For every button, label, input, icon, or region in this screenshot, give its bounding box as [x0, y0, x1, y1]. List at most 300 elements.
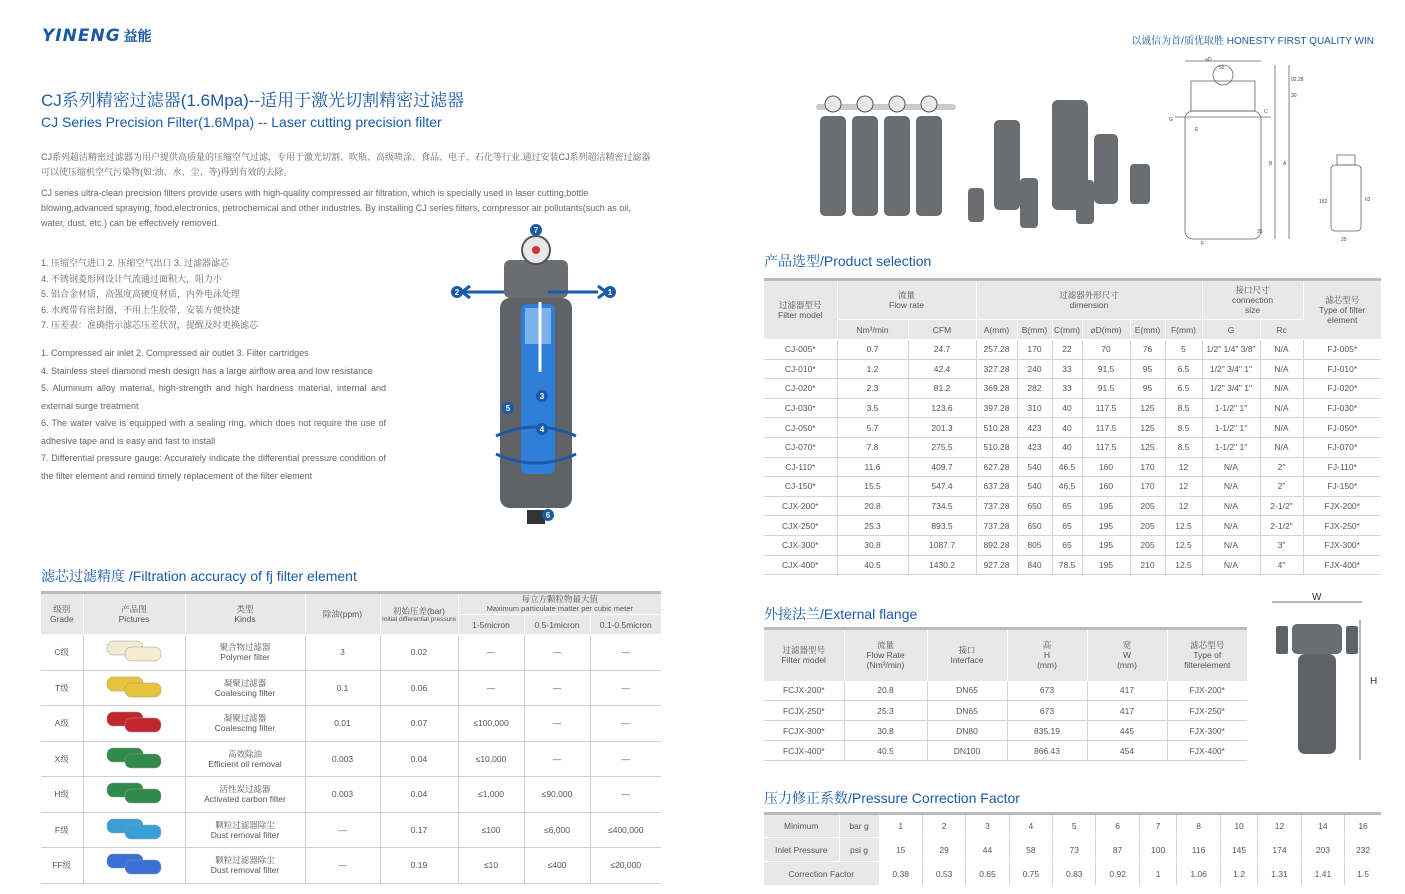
filter-element-icon [101, 673, 167, 701]
product-cell: FJ-010* [1303, 359, 1381, 379]
product-cell: 95 [1130, 379, 1165, 399]
col-f: F(mm) [1165, 320, 1202, 340]
pressure-cell: 44 [966, 838, 1009, 862]
picture-cell [83, 848, 185, 884]
oil-cell: 0.003 [305, 777, 380, 813]
filter-element-icon [101, 850, 167, 878]
pressure-cell: 0.92 [1096, 862, 1139, 886]
filter-element-shape [125, 718, 161, 732]
r2-cell: — [524, 635, 590, 671]
col-dp [380, 593, 458, 635]
feature-cn: 6. 水阀带有密封圈，不用上生胶带，安装方便快捷 [41, 304, 241, 315]
col-g: G [1202, 320, 1260, 340]
product-row [764, 359, 1381, 379]
grade-cell: H级 [41, 777, 83, 813]
kind-cell [185, 706, 305, 742]
callout-label: 4 [539, 425, 545, 434]
col-max [458, 593, 661, 615]
flange-col: 高 H (mm) [1007, 629, 1087, 681]
callout-label: 1 [607, 288, 613, 297]
product-cell: 282 [1017, 379, 1052, 399]
features-en [41, 345, 386, 485]
flange-cell: 25.3 [844, 701, 927, 721]
pressure-cell: 4 [1009, 814, 1052, 838]
product-row [764, 437, 1381, 457]
r3-cell: ≤20,000 [590, 848, 661, 884]
picture-cell [83, 812, 185, 848]
col-model: 过滤器型号 Filter model [764, 280, 837, 340]
flange-cell: FCJX-300* [764, 721, 844, 741]
product-cell: CJX-250* [764, 516, 837, 536]
product-cell: CJ-070* [764, 437, 837, 457]
feature-cn: 7. 压差表：准确指示滤芯压差状况，提醒及时更换滤芯 [41, 320, 259, 330]
product-cell: N/A [1260, 418, 1303, 438]
product-row [764, 477, 1381, 497]
col-r1: 1-5micron [458, 615, 524, 635]
product-cell: 195 [1082, 535, 1130, 555]
r1-cell: ≤1,000 [458, 777, 524, 813]
product-row [764, 516, 1381, 536]
filtration-row [41, 670, 661, 706]
product-cell: 78.5 [1052, 555, 1082, 575]
flange-cell: FJX-250* [1167, 701, 1247, 721]
photo-gauge-icon [825, 96, 841, 112]
product-cell: 805 [1017, 535, 1052, 555]
product-cell: 125 [1130, 437, 1165, 457]
grade-cell: T级 [41, 670, 83, 706]
callout-label: 5 [505, 404, 511, 413]
product-cell: CJ-110* [764, 457, 837, 477]
r2-cell: — [524, 706, 590, 742]
kind-cell [185, 777, 305, 813]
r2-cell: ≤6,000 [524, 812, 590, 848]
pressure-cell: 58 [1009, 838, 1052, 862]
drawing-side-view [1331, 165, 1361, 231]
page-title-en: CJ Series Precision Filter(1.6Mpa) -- Laser cutting precision filter [41, 114, 442, 130]
product-cell: 6.5 [1165, 379, 1202, 399]
kind-en: Polymer filter [220, 652, 270, 663]
product-cell: 160 [1082, 457, 1130, 477]
product-cell: 33 [1052, 359, 1082, 379]
flange-left-icon [1276, 626, 1288, 654]
flange-col: 滤芯型号 Type of filterelement [1167, 629, 1247, 681]
drawing-label: G [1169, 117, 1173, 123]
product-cell: 46.5 [1052, 477, 1082, 497]
product-cell: 42.4 [908, 359, 976, 379]
picture-cell [83, 670, 185, 706]
product-cell: 25.3 [837, 516, 908, 536]
product-cell: 195 [1082, 516, 1130, 536]
flange-cell: DN80 [927, 721, 1007, 741]
col-r2: 0.5-1micron [524, 615, 590, 635]
filtration-row [41, 812, 661, 848]
product-cell: 117.5 [1082, 418, 1130, 438]
grade-cell: F级 [41, 812, 83, 848]
flange-col: 接口 Interface [927, 629, 1007, 681]
product-cell: 205 [1130, 535, 1165, 555]
pressure-cell: 203 [1301, 838, 1344, 862]
product-cell: 540 [1017, 457, 1052, 477]
oil-cell: 0.01 [305, 706, 380, 742]
r3-cell: — [590, 777, 661, 813]
drawing-label: B [1269, 161, 1273, 167]
flange-cell: 20.8 [844, 681, 927, 701]
oil-cell: — [305, 848, 380, 884]
picture-cell [83, 706, 185, 742]
r1-cell: ≤10 [458, 848, 524, 884]
col-grade: 级别 Grade [41, 593, 83, 635]
drawing-label: 92.28 [1291, 77, 1304, 83]
filter-element-shape [125, 860, 161, 874]
col-d: ⌀D(mm) [1082, 320, 1130, 340]
brand-logo [42, 26, 152, 46]
pressure-unit: psi g [839, 838, 879, 862]
product-cell: 5.7 [837, 418, 908, 438]
kind-cell [185, 635, 305, 671]
product-cell: 547.4 [908, 477, 976, 497]
callout-label: 6 [545, 511, 551, 520]
dp-cell: 0.19 [380, 848, 458, 884]
flange-cell: 40.5 [844, 741, 927, 761]
flange-col: 宽 W (mm) [1087, 629, 1167, 681]
product-cell: CJ-005* [764, 340, 837, 360]
product-cell: 6.5 [1165, 359, 1202, 379]
product-cell: 397.28 [976, 398, 1017, 418]
product-cell: 12.5 [1165, 516, 1202, 536]
flange-cell: FCJX-200* [764, 681, 844, 701]
page-title-cn: CJ系列精密过滤器(1.6Mpa)--适用于激光切割精密过滤器 [41, 91, 465, 110]
pressure-cell: 0.38 [879, 862, 922, 886]
callout-label: 3 [539, 392, 545, 401]
r1-cell: ≤10,000 [458, 741, 524, 777]
photo-filter-small [1130, 164, 1150, 204]
photo-filter-medium [994, 120, 1020, 210]
drawing-label: E [1195, 127, 1199, 133]
flange-cell: 445 [1087, 721, 1167, 741]
pressure-cell: 1.5 [1345, 862, 1381, 886]
product-cell: 369.28 [976, 379, 1017, 399]
r1-cell: — [458, 670, 524, 706]
oil-cell: 3 [305, 635, 380, 671]
filter-element-shape [125, 754, 161, 768]
pressure-cell: 1.31 [1258, 862, 1301, 886]
kind-cell [185, 812, 305, 848]
feature-en: 6. The water valve is equipped with a sealing ring, which does not require the use of adhesive tape and is easy and fast to install [41, 418, 386, 446]
product-cell: N/A [1202, 555, 1260, 575]
flange-cell: 673 [1007, 701, 1087, 721]
r1-cell: ≤100,000 [458, 706, 524, 742]
kind-cn: 颗粒过滤器除尘 [215, 819, 275, 830]
product-cell: FJX-250* [1303, 516, 1381, 536]
photo-filter-unit [884, 116, 910, 216]
picture-cell [83, 777, 185, 813]
product-cell: FJ-005* [1303, 340, 1381, 360]
product-cell: 65 [1052, 535, 1082, 555]
pressure-cell: 0.75 [1009, 862, 1052, 886]
pressure-cell: 1 [879, 814, 922, 838]
product-cell: 12.5 [1165, 535, 1202, 555]
filter-element-shape [125, 789, 161, 803]
kind-cell [185, 848, 305, 884]
pressure-cell: 3 [966, 814, 1009, 838]
product-cell: FJ-050* [1303, 418, 1381, 438]
product-cell: CJ-030* [764, 398, 837, 418]
product-cell: 160 [1082, 477, 1130, 497]
flange-row [764, 681, 1247, 701]
intro-cn: CJ系列超洁精密过滤器为用户提供高质量的压缩空气过滤，专用于激光切割、吹瓶、高级喷涂、食品、电子、石化等行业.通过安装CJ系列超洁精密过滤器可以使压缩机空气污染物(如:油、水、尘、等)得到有效的去除。 [41, 152, 651, 177]
product-cell: 210 [1130, 555, 1165, 575]
flange-row [764, 721, 1247, 741]
photo-filter-units [820, 96, 942, 216]
photo-filter-unit [820, 116, 846, 216]
product-cell: 1/2" 3/4" 1" [1202, 359, 1260, 379]
flange-cell: 454 [1087, 741, 1167, 761]
oil-cell: — [305, 812, 380, 848]
dp-cell: 0.07 [380, 706, 458, 742]
product-cell: 637.28 [976, 477, 1017, 497]
grade-cell: A级 [41, 706, 83, 742]
flange-row [764, 701, 1247, 721]
pressure-cell: 12 [1258, 814, 1301, 838]
drawing-head [1191, 81, 1255, 111]
photo-filter-small [968, 188, 984, 222]
dp-cell: 0.04 [380, 777, 458, 813]
kind-en: Coalescing filter [214, 687, 276, 698]
col-a: A(mm) [976, 320, 1017, 340]
flange-table [764, 627, 1247, 761]
product-cell: 737.28 [976, 516, 1017, 536]
dim-h-label: H [1370, 676, 1378, 687]
oil-cell: 0.1 [305, 670, 380, 706]
filter-element-icon [101, 779, 167, 807]
feature-cn: 1. 压缩空气进口 2. 压缩空气出口 3. 过滤器滤芯 [41, 258, 230, 268]
product-row [764, 457, 1381, 477]
flange-cell: 30.8 [844, 721, 927, 741]
col-max-cn: 每立方颗粒物最大值 [521, 594, 598, 604]
product-cell: 11.6 [837, 457, 908, 477]
col-c: C(mm) [1052, 320, 1082, 340]
col-dp-cn: 初始压差(bar) [393, 605, 445, 616]
product-cell: 1430.2 [908, 555, 976, 575]
flange-cell: FCJX-400* [764, 741, 844, 761]
grade-cell: FF级 [41, 848, 83, 884]
cartridge-mesh [525, 308, 551, 344]
product-cell: 310 [1017, 398, 1052, 418]
product-cell: 46.5 [1052, 457, 1082, 477]
kind-cn: 颗粒过滤器除尘 [215, 855, 275, 866]
product-cell: N/A [1202, 457, 1260, 477]
product-cell: CJX-400* [764, 555, 837, 575]
intro-en: CJ series ultra-clean precision filters provide users with high-quality compressed air filtration, which is specially used in laser cutting,bottle blowing,advanced spraying, food,electronics, petrochemical and other industries. By installing CJ series filters, compressor air pollutants(such as oil, water, dust, etc.) can be effectively removed. [41, 188, 631, 228]
kind-en: Activated carbon filter [204, 794, 286, 805]
photo-gauge-icon [857, 96, 873, 112]
product-table [764, 278, 1381, 575]
product-cell: 195 [1082, 555, 1130, 575]
drawing-label: A [1283, 161, 1287, 167]
product-cell: CJ-050* [764, 418, 837, 438]
product-cell: CJ-020* [764, 379, 837, 399]
filtration-row [41, 706, 661, 742]
product-cell: 3.5 [837, 398, 908, 418]
dp-cell: 0.02 [380, 635, 458, 671]
product-cell: N/A [1260, 398, 1303, 418]
drawing-label: 55 [1219, 65, 1225, 71]
kind-cell [185, 670, 305, 706]
filtration-row [41, 635, 661, 671]
kind-cell [185, 741, 305, 777]
r2-cell: — [524, 741, 590, 777]
col-e: E(mm) [1130, 320, 1165, 340]
flange-row [764, 741, 1247, 761]
drain-valve [527, 510, 545, 524]
product-cell: N/A [1202, 516, 1260, 536]
filtration-row [41, 741, 661, 777]
drawing-label: 25 [1341, 237, 1347, 243]
filter-element-icon [101, 744, 167, 772]
product-cell: 2-1/2" [1260, 516, 1303, 536]
col-flow: 流量 Flow rate [837, 280, 976, 320]
pressure-cell: 87 [1096, 838, 1139, 862]
flange-bowl [1298, 654, 1336, 754]
product-cell: CJX-300* [764, 535, 837, 555]
pressure-label: Correction Factor [764, 862, 879, 886]
flange-cell: DN100 [927, 741, 1007, 761]
flange-col: 流量 Flow Rate (Nm³/min) [844, 629, 927, 681]
product-cell: N/A [1202, 496, 1260, 516]
product-cell: 1087.7 [908, 535, 976, 555]
product-cell: 170 [1130, 457, 1165, 477]
product-cell: FJ-110* [1303, 457, 1381, 477]
filter-element-icon [101, 815, 167, 843]
product-cell: 8.5 [1165, 437, 1202, 457]
product-cell: 195 [1082, 496, 1130, 516]
product-cell: 117.5 [1082, 398, 1130, 418]
filter-element-shape [125, 825, 161, 839]
product-cell: 125 [1130, 418, 1165, 438]
product-cell: 117.5 [1082, 437, 1130, 457]
pressure-cell: 1 [1139, 862, 1177, 886]
dp-cell: 0.04 [380, 741, 458, 777]
pressure-cell: 2 [922, 814, 965, 838]
product-cell: 2" [1260, 477, 1303, 497]
product-cell: 1-1/2" 1" [1202, 437, 1260, 457]
filtration-title: 滤芯过滤精度 /Filtration accuracy of fj filter element [41, 568, 357, 584]
pressure-title: 压力修正系数/Pressure Correction Factor [764, 790, 1020, 806]
product-cell: 40 [1052, 398, 1082, 418]
product-cell: 65 [1052, 516, 1082, 536]
flange-dimension-drawing [1262, 590, 1392, 765]
flange-cell: 417 [1087, 701, 1167, 721]
product-cell: 91.5 [1082, 379, 1130, 399]
r3-cell: — [590, 706, 661, 742]
feature-cn: 4. 不锈钢菱形网设计气流通过面积大，阻力小 [41, 273, 223, 284]
r1-cell: — [458, 635, 524, 671]
product-cell: FJX-300* [1303, 535, 1381, 555]
filtration-table [41, 591, 661, 884]
product-cell: 40 [1052, 418, 1082, 438]
pressure-cell: 232 [1345, 838, 1381, 862]
flange-cell: FJX-200* [1167, 681, 1247, 701]
product-cell: 12 [1165, 477, 1202, 497]
feature-en: 4. Stainless steel diamond mesh design has a large airflow area and low resistance [41, 365, 373, 376]
product-cell: 22 [1052, 340, 1082, 360]
product-cell: 650 [1017, 496, 1052, 516]
flange-head [1292, 624, 1342, 654]
drawing-label: ⌀D [1205, 57, 1212, 63]
product-cell: 3" [1260, 535, 1303, 555]
product-row [764, 398, 1381, 418]
product-group-photo [808, 80, 961, 240]
drawing-label: 30 [1291, 93, 1297, 99]
filter-cutaway-diagram [448, 222, 618, 527]
oil-cell: 0.003 [305, 741, 380, 777]
product-cell: 927.28 [976, 555, 1017, 575]
feature-cn: 5. 铝合金材质，高强度高硬度材质，内外电泳处理 [41, 289, 241, 299]
product-cell: 840 [1017, 555, 1052, 575]
product-cell: 423 [1017, 418, 1052, 438]
product-cell: 76 [1130, 340, 1165, 360]
dim-w-label: W [1312, 592, 1322, 603]
col-nm3: Nm³/min [837, 320, 908, 340]
drawing-label: 35 [1257, 229, 1263, 235]
kind-cn: 活性炭过滤器 [219, 784, 271, 795]
col-port: 接口尺寸 connection size [1202, 280, 1303, 320]
flange-cell: DN65 [927, 701, 1007, 721]
col-pictures: 产品图 Pictures [83, 593, 185, 635]
product-cell: 7.8 [837, 437, 908, 457]
logo-en: YINENG [42, 26, 121, 46]
r2-cell: ≤90,000 [524, 777, 590, 813]
product-cell: 170 [1017, 340, 1052, 360]
flange-right-icon [1346, 626, 1358, 654]
product-cell: N/A [1260, 437, 1303, 457]
product-cell: 510.28 [976, 418, 1017, 438]
col-cfm: CFM [908, 320, 976, 340]
col-rc: Rc [1260, 320, 1303, 340]
pressure-cell: 5 [1053, 814, 1096, 838]
r2-cell: — [524, 670, 590, 706]
pressure-cell: 7 [1139, 814, 1177, 838]
product-cell: FJX-200* [1303, 496, 1381, 516]
product-cell: N/A [1260, 379, 1303, 399]
kind-en: Coalescing filter [214, 723, 276, 734]
product-row [764, 535, 1381, 555]
product-cell: 65 [1052, 496, 1082, 516]
product-cell: CJ-150* [764, 477, 837, 497]
callout-label: 7 [533, 226, 539, 235]
filter-element-shape [125, 683, 161, 697]
pressure-cell: 116 [1177, 838, 1220, 862]
flange-cell: FJX-300* [1167, 721, 1247, 741]
drawing-label: 62 [1365, 197, 1371, 203]
kind-en: Dust removal filter [210, 829, 280, 840]
grade-cell: X级 [41, 741, 83, 777]
flange-cell: FJX-400* [1167, 741, 1247, 761]
product-range-photo [964, 80, 1160, 240]
drawing-label: 152 [1319, 199, 1328, 205]
pressure-cell: 15 [879, 838, 922, 862]
flange-cell: 835.19 [1007, 721, 1087, 741]
pressure-cell: 29 [922, 838, 965, 862]
product-cell: CJX-200* [764, 496, 837, 516]
product-cell: FJX-400* [1303, 555, 1381, 575]
product-cell: FJ-150* [1303, 477, 1381, 497]
kind-cn: 高效除油 [227, 748, 262, 759]
photo-filter-small [1076, 180, 1094, 224]
flange-cell: 673 [1007, 681, 1087, 701]
filtration-row [41, 848, 661, 884]
filter-element-shape [125, 647, 161, 661]
